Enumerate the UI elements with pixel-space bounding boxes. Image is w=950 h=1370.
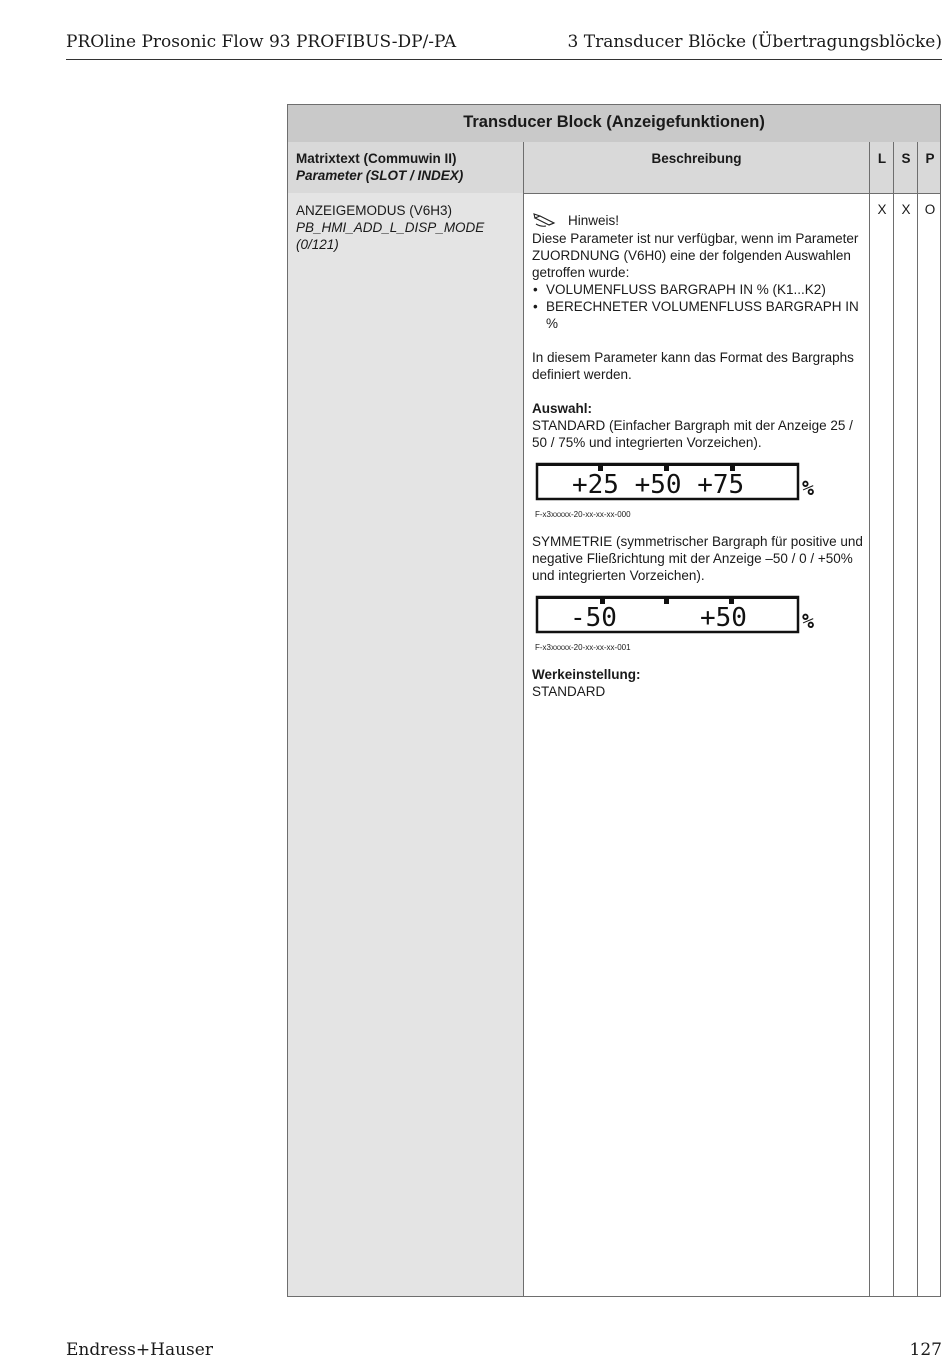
brand-name: Endress+Hauser: [66, 1340, 213, 1360]
symmetrie-bargraph-figure: [532, 594, 870, 652]
figure-id: F-x3xxxxx-20-xx-xx-xx-000: [535, 510, 631, 519]
column-divider: [523, 142, 524, 1296]
hint-text: Diese Parameter ist nur verfügbar, wenn im Parameter ZUORDNUNG (V6H0) eine der folgenden Auswahlen getroffen wurde:: [532, 231, 859, 280]
parameter-slot-index: (0/121): [296, 237, 339, 252]
symmetrie-option-text: SYMMETRIE (symmetrischer Bargraph für positive und negative Fließrichtung mit der Anzeige –50 / 0 / +50% und integrierten Vorzeichen).: [532, 534, 863, 583]
display-value-text: +25 +50 +75: [572, 470, 745, 500]
hint-line: [532, 212, 870, 229]
pencil-note-icon: [532, 212, 558, 229]
display-right-value: +50: [700, 603, 747, 633]
parameter-table: [287, 104, 941, 1297]
matrix-column-header: Matrixtext (Commuwin II): [296, 151, 457, 166]
default-value: STANDARD: [532, 684, 606, 699]
default-label: Werkeinstellung:: [532, 667, 641, 682]
hint-label: Hinweis!: [568, 213, 620, 228]
table-title: Transducer Block (Anzeigefunktionen): [288, 105, 940, 142]
description-cell: [532, 212, 870, 700]
lcd-bargraph-display: [534, 461, 824, 503]
display-left-value: -50: [570, 603, 617, 633]
matrix-column-background: [288, 193, 523, 1296]
list-item: • VOLUMENFLUSS BARGRAPH IN % (K1...K2): [532, 281, 870, 298]
choice-label: Auswahl:: [532, 401, 593, 416]
parameter-name: ANZEIGEMODUS (V6H3): [296, 203, 453, 218]
figure-id: F-x3xxxxx-20-xx-xx-xx-001: [535, 643, 631, 652]
parameter-column-subheader: Parameter (SLOT / INDEX): [296, 168, 464, 183]
standard-bargraph-figure: [532, 461, 870, 519]
lcd-bargraph-display: [534, 594, 824, 636]
chapter-title: 3 Transducer Blöcke (Übertragungsblöcke): [567, 32, 942, 52]
value-s: X: [901, 202, 911, 217]
assignment-list: [532, 281, 870, 332]
percent-unit: %: [802, 609, 815, 633]
standard-option-text: STANDARD (Einfacher Bargraph mit der Anzeige 25 / 50 / 75% und integrierten Vorzeichen).: [532, 418, 853, 450]
column-header-p: P: [925, 151, 935, 166]
percent-unit: %: [802, 476, 815, 500]
page-number: 127: [909, 1340, 942, 1360]
column-header-s: S: [901, 151, 911, 166]
value-p: O: [924, 202, 936, 217]
value-l: X: [877, 202, 887, 217]
column-divider: [893, 142, 894, 1296]
intro-text: In diesem Parameter kann das Format des Bargraphs definiert werden.: [532, 350, 854, 382]
parameter-id: PB_HMI_ADD_L_DISP_MODE: [296, 220, 485, 235]
parameter-cell: [296, 202, 484, 253]
header-divider: [66, 59, 942, 60]
list-item: • BERECHNETER VOLUMENFLUSS BARGRAPH IN %: [532, 298, 870, 332]
column-divider: [917, 142, 918, 1296]
column-header-l: L: [877, 151, 887, 166]
description-column-header: Beschreibung: [651, 151, 742, 166]
document-title: PROline Prosonic Flow 93 PROFIBUS-DP/-PA: [66, 32, 457, 52]
